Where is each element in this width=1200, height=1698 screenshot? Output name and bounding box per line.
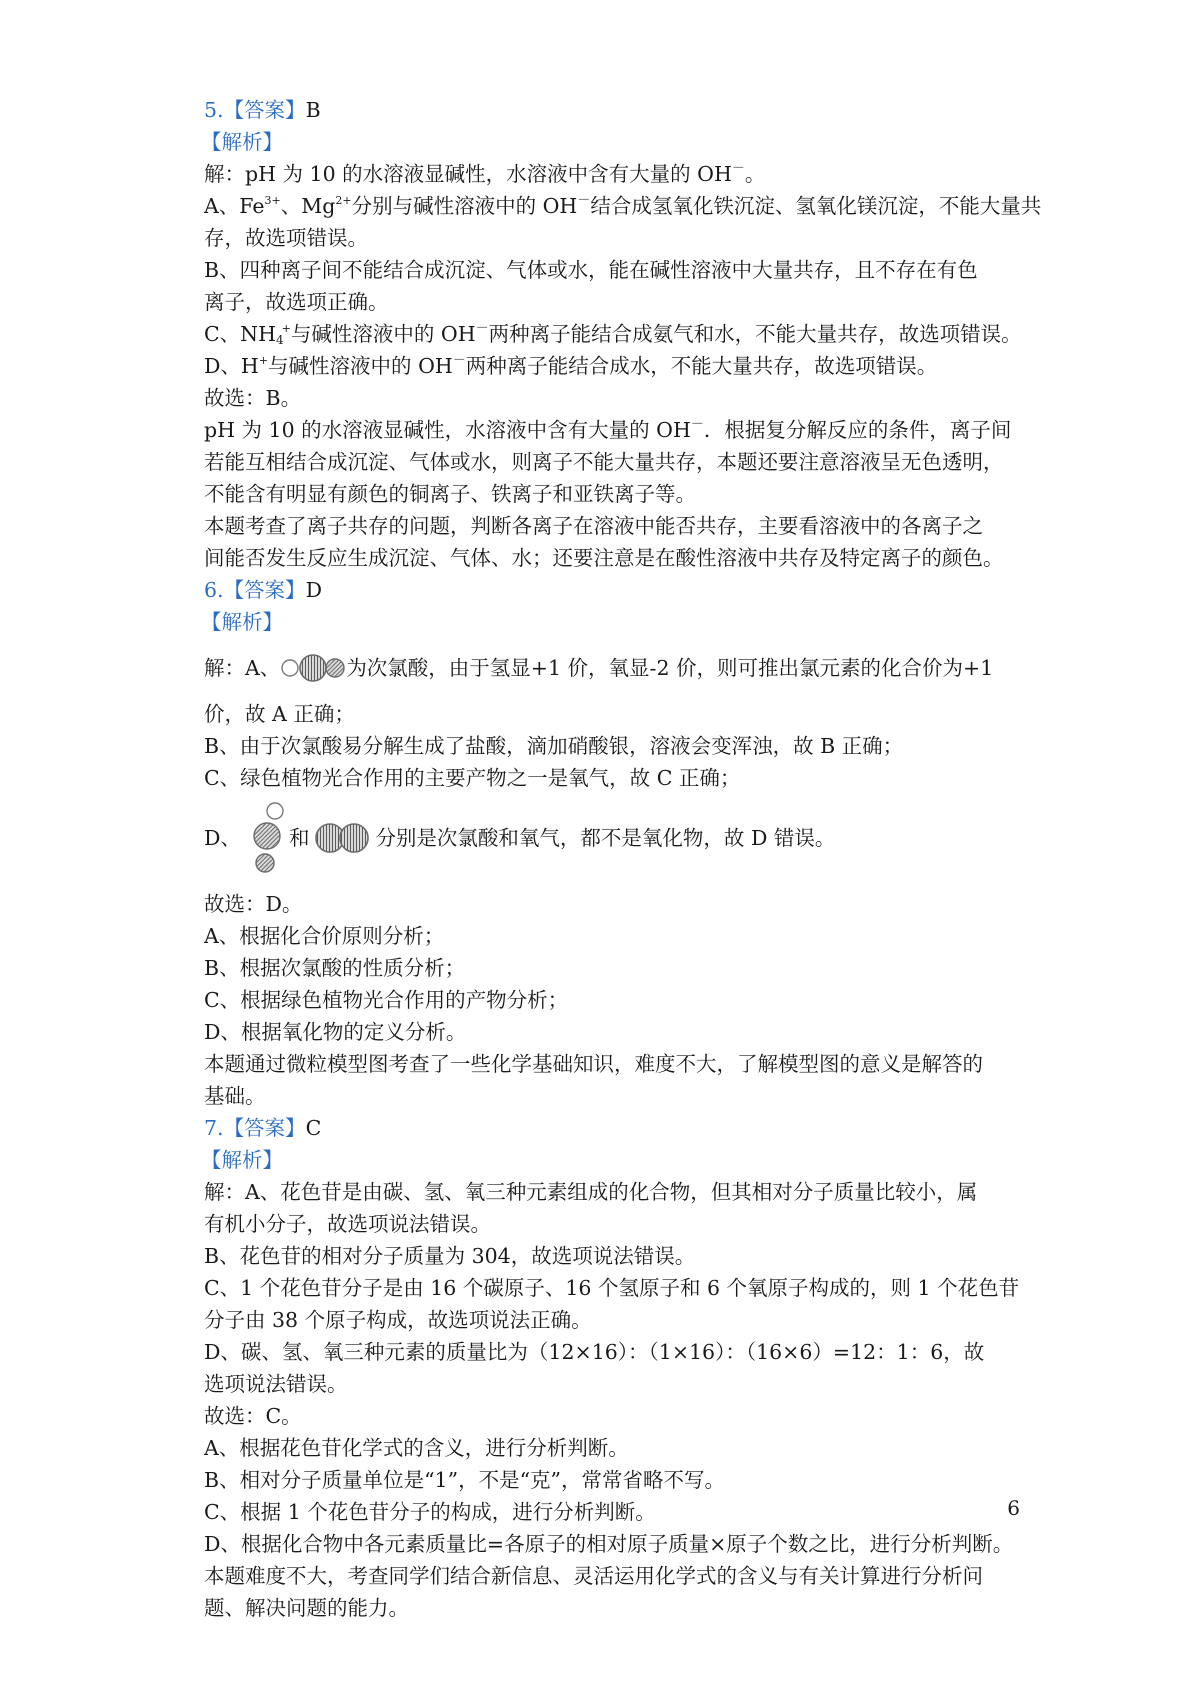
- q7-summary-line-1: 本题难度不大，考查同学们结合新信息、灵活运用化学式的含义与有关计算进行分析问: [204, 1564, 983, 1588]
- q5-option-b: B、四种离子间不能结合成沉淀、气体或水，能在碱性溶液中大量共存，且不存在有色: [204, 258, 978, 282]
- q6-hint-d: D、根据氧化物的定义分析。: [204, 1020, 467, 1044]
- q5-comment-line-2: 若能互相结合成沉淀、气体或水，则离子不能大量共存，本题还要注意溶液呈无色透明，: [204, 450, 1004, 474]
- q5-analysis-tag: 【解析】: [201, 130, 283, 154]
- q7-answer-heading: [204, 1112, 1012, 1144]
- q7-option-c-cont: 分子由 38 个原子构成，故选项说法正确。: [204, 1308, 592, 1332]
- q7-option-a: 解：A、花色苷是由碳、氢、氧三种元素组成的化合物，但其相对分子质量比较小，属: [204, 1180, 978, 1204]
- q6-hint-a: A、根据化合价原则分析；: [204, 924, 445, 948]
- oxygen-molecule-icon: [313, 822, 371, 854]
- q5-option-d: D、H+与碱性溶液中的 OH－两种离子能结合成水，不能大量共存，故选项错误。: [204, 353, 938, 378]
- q7-option-a-cont: 有机小分子，故选项说法错误。: [204, 1212, 491, 1236]
- answer-tag: 【答案】: [223, 578, 306, 602]
- q6-option-b: B、由于次氯酸易分解生成了盐酸，滴加硝酸银，溶液会变浑浊，故 B 正确；: [204, 734, 904, 758]
- q7-hint-d: D、根据化合物中各元素质量比=各原子的相对原子质量×原子个数之比，进行分析判断。: [204, 1532, 1014, 1556]
- page-number: 6: [1007, 1496, 1020, 1520]
- q5-summary-line-2: 间能否发生反应生成沉淀、气体、水；还要注意是在酸性溶液中共存及特定离子的颜色。: [204, 546, 1004, 570]
- q6-hint-c: C、根据绿色植物光合作用的产物分析；: [204, 988, 569, 1012]
- hypochlorous-acid-molecule-icon: [280, 653, 346, 683]
- q7-analysis-tag: 【解析】: [201, 1148, 283, 1172]
- q5-summary-line-1: 本题考查了离子共存的问题，判断各离子在溶液中能否共存，主要看溶液中的各离子之: [204, 514, 983, 538]
- answer-letter: D: [305, 578, 322, 602]
- q5-option-a-cont: 存，故选项错误。: [204, 226, 368, 250]
- q7-option-b: B、花色苷的相对分子质量为 304，故选项说法错误。: [204, 1244, 696, 1268]
- q6-answer-heading: [204, 574, 1012, 606]
- q6-summary-line-1: 本题通过微粒模型图考查了一些化学基础知识，难度不大，了解模型图的意义是解答的: [204, 1052, 983, 1076]
- q7-option-d-cont: 选项说法错误。: [204, 1372, 348, 1396]
- q6-analysis-tag: 【解析】: [201, 610, 283, 634]
- q5-option-a: A、$Fe^{3+}$、$Mg^{2+}$分别与碱性溶液中的 OH－结合成氢氧化铁沉淀、氢氧化镁沉淀，不能大量共: [204, 193, 1042, 218]
- q7-hint-a: A、根据花色苷化学式的含义，进行分析判断。: [204, 1436, 629, 1460]
- q7-choice: 故选：C。: [204, 1404, 302, 1428]
- q5-answer-heading: [204, 94, 1012, 126]
- q7-option-c: C、1 个花色苷分子是由 16 个碳原子、16 个氢原子和 6 个氧原子构成的，则 1 个花色苷: [204, 1276, 1020, 1300]
- question-number: 5.: [204, 98, 224, 122]
- question-number: 7.: [204, 1116, 224, 1140]
- q7-option-d: D、碳、氢、氧三种元素的质量比为（12×16）：（1×16）：（16×6）=12：1：6，故: [204, 1340, 985, 1364]
- question-number: 6.: [204, 578, 224, 602]
- q7-summary-line-2: 题、解决问题的能力。: [204, 1596, 409, 1620]
- q6-option-d: D、 和 分别是次氯酸和氧气，都不是氧化物，故 D 错误。: [204, 796, 1012, 880]
- q6-option-a-cont: 价，故 A 正确；: [204, 702, 355, 726]
- hypochlorous-acid-model-icon: [249, 800, 289, 876]
- q6-summary-line-2: 基础。: [204, 1084, 266, 1108]
- answer-tag: 【答案】: [223, 1116, 306, 1140]
- answer-tag: 【答案】: [223, 98, 306, 122]
- q5-comment-line-1: pH 为 10 的水溶液显碱性，水溶液中含有大量的 OH－．根据复分解反应的条件，离子间: [204, 417, 1012, 442]
- q6-hint-b: B、根据次氯酸的性质分析；: [204, 956, 466, 980]
- q5-choice: 故选：B。: [204, 386, 302, 410]
- q6-choice: 故选：D。: [204, 892, 303, 916]
- answer-content: [201, 94, 1042, 1624]
- q5-solution-line: 解：pH 为 10 的水溶液显碱性，水溶液中含有大量的 OH－。: [204, 161, 766, 186]
- q6-option-a: 解：A、 为次氯酸，由于氢显+1 价，氧显-2 价，则可推出氯元素的化合价为+1: [204, 640, 1012, 696]
- q5-option-b-cont: 离子，故选项正确。: [204, 290, 389, 314]
- answer-letter: B: [305, 98, 321, 122]
- q6-option-c: C、绿色植物光合作用的主要产物之一是氧气，故 C 正确；: [204, 766, 741, 790]
- q5-comment-line-3: 不能含有明显有颜色的铜离子、铁离子和亚铁离子等。: [204, 482, 696, 506]
- answer-letter: C: [305, 1116, 322, 1140]
- q7-hint-b: B、相对分子质量单位是“1”，不是“克”，常常省略不写。: [204, 1468, 726, 1492]
- q5-option-c: C、NH4+与碱性溶液中的 OH－两种离子能结合成氨气和水，不能大量共存，故选项错误。: [204, 321, 1022, 347]
- q7-hint-c: C、根据 1 个花色苷分子的构成，进行分析判断。: [204, 1500, 656, 1524]
